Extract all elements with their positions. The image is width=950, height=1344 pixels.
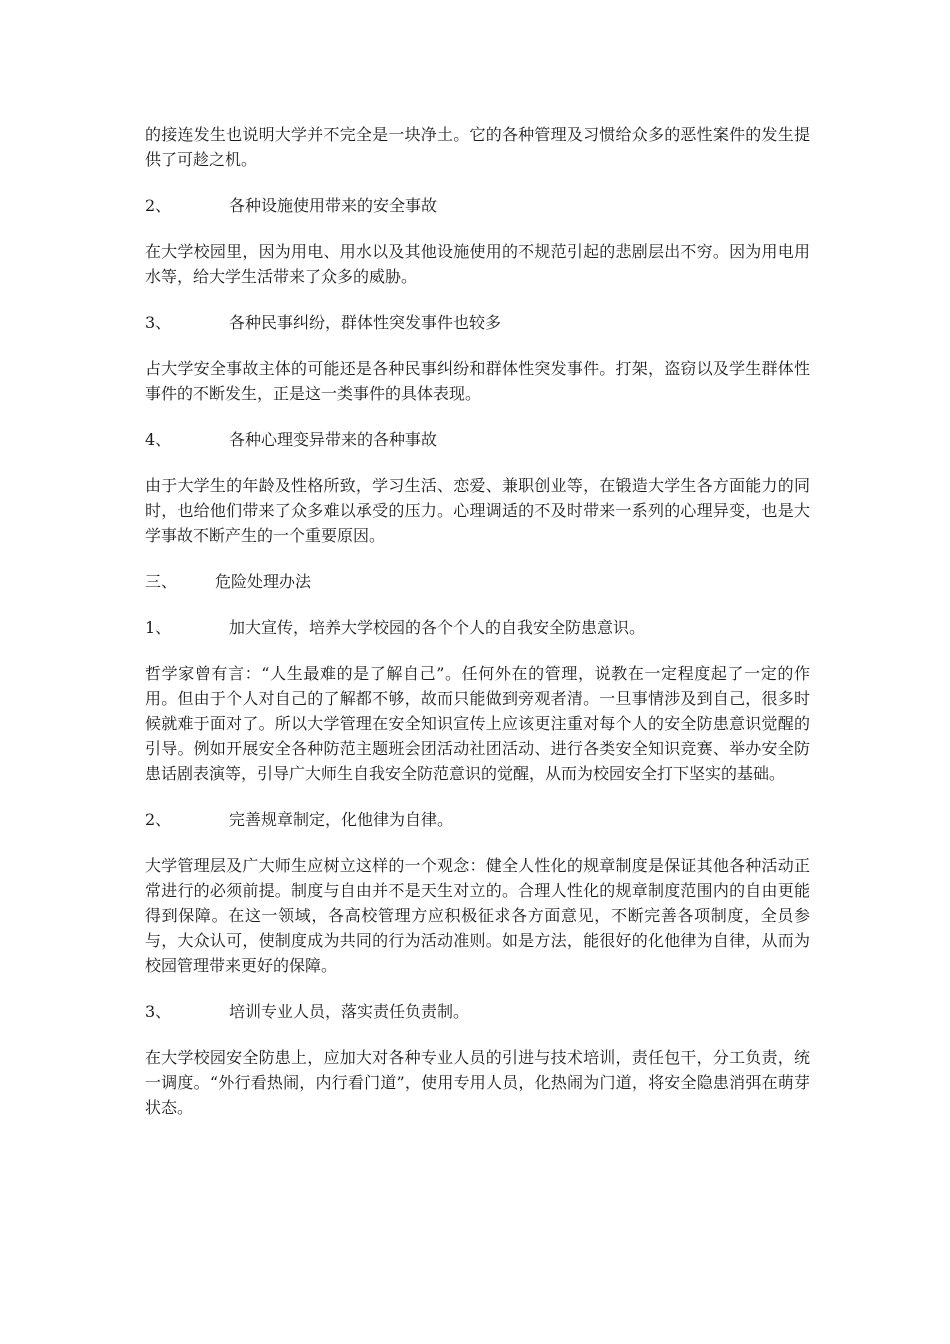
paragraph: 由于大学生的年龄及性格所致，学习生活、恋爱、兼职创业等，在锻造大学生各方面能力的同时，也给他们带来了众多难以承受的压力。心理调适的不及时带来一系列的心理异变，也是大学事故不断产生的一个重要原因。 [145, 476, 810, 545]
heading-text: 各种民事纠纷，群体性突发事件也较多 [229, 313, 502, 332]
document-page [145, 122, 810, 1141]
paragraph: 大学管理层及广大师生应树立这样的一个观念：健全人性化的规章制度是保证其他各种活动正常进行的必须前提。制度与自由并不是天生对立的。合理人性化的规章制度范围内的自由更能得到保障。在这一领域，各高校管理方应积极征求各方面意见，不断完善各项制度，全员参与，大众认可，使制度成为共同的行为活动准则。如是方法，能很好的化他律为自律，从而为校园管理带来更好的保障。 [145, 856, 810, 975]
heading-number: 1、 [145, 618, 172, 637]
heading-number: 三、 [145, 572, 178, 591]
paragraph: 占大学安全事故主体的可能还是各种民事纠纷和群体性突发事件。打架，盗窃以及学生群体性事件的不断发生，正是这一类事件的具体表现。 [145, 359, 810, 403]
section-heading [145, 807, 810, 832]
heading-text: 培训专业人员，落实责任负责制。 [229, 1002, 470, 1021]
heading-text: 完善规章制定，化他律为自律。 [229, 810, 454, 829]
heading-number: 3、 [145, 313, 172, 332]
heading-text: 各种心理变异带来的各种事故 [229, 430, 438, 449]
heading-text: 危险处理办法 [215, 572, 312, 591]
paragraph: 哲学家曾有言：“人生最难的是了解自己”。任何外在的管理，说教在一定程度起了一定的作用。但由于个人对自己的了解都不够，故而只能做到旁观者清。一旦事情涉及到自己，很多时候就难于面对了。所以大学管理在安全知识宣传上应该更注重对每个人的安全防患意识觉醒的引导。例如开展安全各种防范主题班会团活动社团活动、进行各类安全知识竞赛、举办安全防患话剧表演等，引导广大师生自我安全防范意识的觉醒，从而为校园安全打下坚实的基础。 [145, 664, 810, 783]
heading-number: 3、 [145, 1002, 172, 1021]
heading-number: 2、 [145, 196, 172, 215]
section-heading [145, 310, 810, 335]
heading-text: 加大宣传，培养大学校园的各个个人的自我安全防患意识。 [229, 618, 646, 637]
chapter-heading [145, 569, 810, 594]
paragraph: 在大学校园里，因为用电、用水以及其他设施使用的不规范引起的悲剧层出不穷。因为用电用水等，给大学生活带来了众多的威胁。 [145, 242, 810, 286]
heading-number: 4、 [145, 430, 172, 449]
section-heading [145, 615, 810, 640]
heading-number: 2、 [145, 810, 172, 829]
section-heading [145, 999, 810, 1024]
paragraph: 在大学校园安全防患上，应加大对各种专业人员的引进与技术培训，责任包干，分工负责，统一调度。“外行看热闹，内行看门道”，使用专用人员，化热闹为门道，将安全隐患消弭在萌芽状态。 [145, 1048, 810, 1117]
paragraph: 的接连发生也说明大学并不完全是一块净土。它的各种管理及习惯给众多的恶性案件的发生提供了可趁之机。 [145, 125, 810, 169]
section-heading [145, 193, 810, 218]
section-heading [145, 427, 810, 452]
heading-text: 各种设施使用带来的安全事故 [229, 196, 438, 215]
